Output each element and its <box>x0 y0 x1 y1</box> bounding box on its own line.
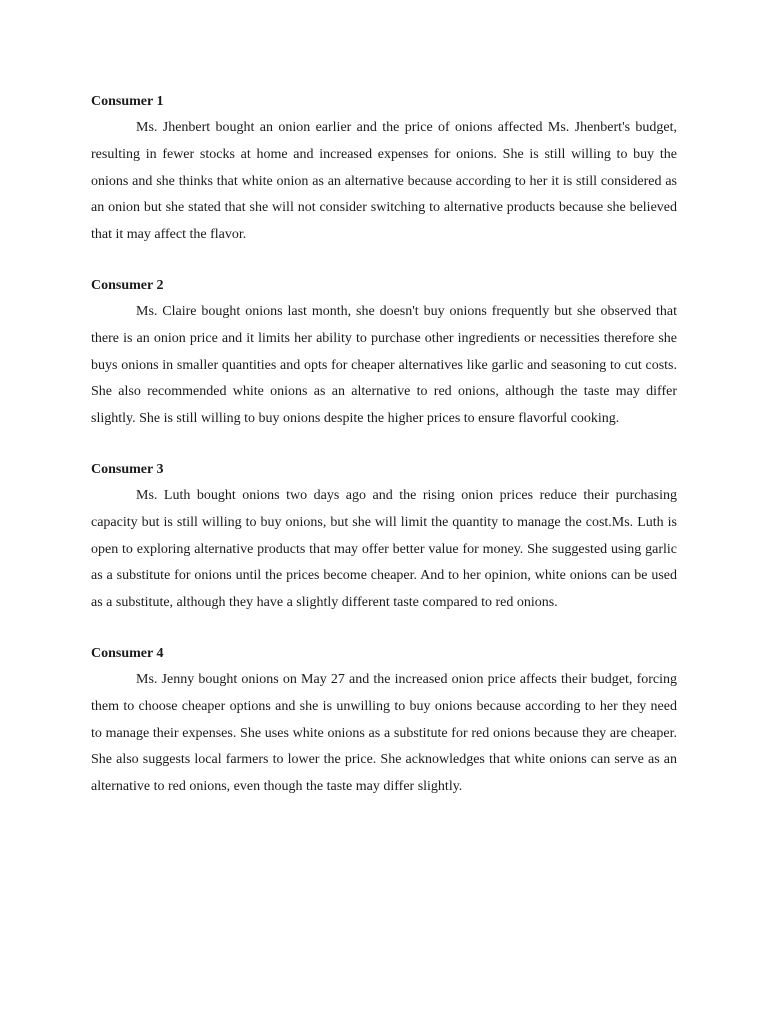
consumer-section <box>91 644 677 801</box>
section-heading: Consumer 3 <box>91 461 164 477</box>
consumer-section <box>91 92 677 249</box>
section-paragraph: Ms. Luth bought onions two days ago and the rising onion prices reduce their purchasing capacity but is still willing to buy onions, but she will limit the quantity to manage the cost.Ms. Luth is open to exploring alternative products that may offer better value for money. She suggested using garlic as a substitute for onions until the prices become cheaper. And to her opinion, white onions can be used as a substitute, although they have a slightly different taste compared to red onions. <box>91 487 677 611</box>
consumer-section <box>91 460 677 617</box>
section-paragraph: Ms. Jhenbert bought an onion earlier and the price of onions affected Ms. Jhenbert's budget, resulting in fewer stocks at home and increased expenses for onions. She is still willing to buy the onions and she thinks that white onion as an alternative because according to her it is still considered as an onion but she stated that she will not consider switching to alternative products because she believed that it may affect the flavor. <box>91 120 677 243</box>
section-heading: Consumer 1 <box>91 94 164 109</box>
consumer-section <box>91 276 677 433</box>
section-paragraph: Ms. Claire bought onions last month, she doesn't buy onions frequently but she observed that there is an onion price and it limits her ability to purchase other ingredients or necessities therefore she buys onions in smaller quantities and opts for cheaper alternatives like garlic and seasoning to cut costs. She also recommended white onions as an alternative to red onions, although the taste may differ slightly. She is still willing to buy onions despite the higher prices to ensure flavorful cooking. <box>91 303 677 427</box>
section-heading: Consumer 2 <box>91 277 164 293</box>
section-paragraph: Ms. Jenny bought onions on May 27 and the increased onion price affects their budget, forcing them to choose cheaper options and she is unwilling to buy onions because according to her they need to manage their expenses. She uses white onions as a substitute for red onions because they are cheaper. She also suggests local farmers to lower the price. She acknowledges that white onions can serve as an alternative to red onions, even though the taste may differ slightly. <box>91 671 677 795</box>
section-heading: Consumer 4 <box>91 645 164 661</box>
